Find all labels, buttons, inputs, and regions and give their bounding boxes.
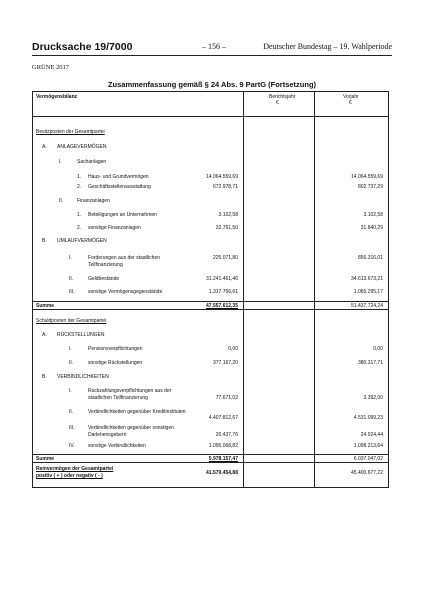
row-label: Geldbestände: [88, 276, 120, 282]
section-assets: Besitzposten der Gesamtpartei: [36, 129, 105, 135]
row-marker: B.: [42, 238, 47, 244]
row-label: Haus- und Grundvermögen: [88, 174, 149, 180]
row-label: Verbindlichkeiten gegenüber Kreditinstituten: [88, 409, 186, 415]
value-previous: 4.531.099,23: [353, 415, 383, 421]
party-label: GRÜNE 2017: [32, 64, 70, 71]
row-marker: II.: [69, 360, 74, 366]
net-assets-current: 41.579.454,88: [206, 470, 238, 476]
row-marker: 1.: [77, 174, 82, 180]
value-previous: 1.065.295,17: [353, 289, 383, 295]
summary-previous: 6.037.047,02: [353, 456, 383, 462]
publisher: Deutscher Bundestag – 19. Wahlperiode: [263, 42, 392, 51]
currency-current: €: [276, 100, 279, 106]
value-previous: 0,00: [373, 346, 383, 352]
page-header: [32, 41, 392, 55]
subgroup-label: Finanzanlagen: [77, 198, 110, 204]
row-marker: B.: [42, 374, 47, 380]
summary-label: Summe: [36, 303, 55, 309]
row-marker: 2.: [77, 184, 82, 190]
summary-previous: 51.437.724,24: [351, 303, 383, 309]
group-label: UMLAUFVERMÖGEN: [57, 238, 107, 244]
section-liabilities: Schuldposten der Gesamtpartei: [36, 318, 107, 324]
value-previous: 856.316,01: [357, 255, 383, 261]
group-label: RÜCKSTELLUNGEN: [57, 332, 105, 338]
table-title: Zusammenfassung gemäß § 24 Abs. 9 PartG (Fortsetzung): [107, 80, 317, 89]
value-previous: 3.392,00: [363, 395, 383, 401]
value-current: 20.437,76: [215, 432, 238, 438]
summary-current: 47.557.612,35: [206, 303, 238, 309]
header-rule: [32, 55, 392, 56]
document-number: Drucksache 19/7000: [32, 41, 133, 53]
value-previous: 34.613.673,21: [351, 276, 383, 282]
value-current: 31.241.461,46: [206, 276, 238, 282]
column-divider: [314, 92, 315, 487]
page-number: – 156 –: [202, 42, 226, 51]
net-assets-label: Reinvermögen der Gesamtpartei: [36, 466, 114, 472]
net-assets-previous: 45.400.677,22: [351, 470, 383, 476]
value-current: 4.407.812,67: [208, 415, 238, 421]
value-current: 1.095.068,82: [208, 443, 238, 449]
value-current: 32.761,50: [215, 225, 238, 231]
column-header-current: Berichtsjahr: [269, 94, 296, 100]
row-marker: IV.: [69, 443, 75, 449]
value-previous: 3.102,58: [363, 212, 383, 218]
value-current: 672.978,71: [212, 184, 238, 190]
row-marker: II.: [59, 198, 64, 204]
group-label: VERBINDLICHKEITEN: [57, 374, 109, 380]
value-previous: 31.840,29: [360, 225, 383, 231]
row-label: Verbindlichkeiten gegenüber sonstigen: [88, 425, 174, 431]
value-previous: 802.737,29: [357, 184, 383, 190]
summary-rule-top: [33, 301, 388, 302]
row-label: sonstige Vermögensgegenstände: [88, 289, 163, 295]
row-marker: I.: [69, 346, 72, 352]
row-marker: 2.: [77, 225, 82, 231]
row-marker: I.: [69, 388, 72, 394]
value-current: 3.102,58: [218, 212, 238, 218]
row-marker: III.: [69, 289, 75, 295]
row-label-cont: Darlehensgebern: [88, 432, 127, 438]
summary-rule-top: [33, 454, 388, 455]
row-label: Forderungen aus der staatlichen: [88, 255, 160, 261]
row-label: sonstige Verbindlichkeiten: [88, 443, 146, 449]
value-previous: 14.064.559,69: [351, 174, 383, 180]
row-label-cont: Teilfinanzierung: [88, 262, 123, 268]
row-marker: III.: [69, 425, 75, 431]
currency-previous: €: [349, 100, 352, 106]
value-current: 1.317.756,61: [208, 289, 238, 295]
row-marker: II.: [69, 276, 74, 282]
row-label: Beteiligungen an Unternehmen: [88, 212, 157, 218]
row-marker: I.: [59, 159, 62, 165]
row-label: sonstige Rückstellungen: [88, 360, 143, 366]
column-header-label: Vermögensbilanz: [36, 94, 78, 100]
value-current: 14.064.559,69: [206, 174, 238, 180]
net-assets-sign: positiv ( + ) oder negativ ( - ): [36, 473, 103, 479]
row-label: Rückzahlungsverpflichtungen aus der: [88, 388, 172, 394]
value-current: 0,00: [228, 346, 238, 352]
value-previous: 380.317,71: [357, 360, 383, 366]
row-marker: 1.: [77, 212, 82, 218]
row-label-cont: staatlichen Teilfinanzierung: [88, 395, 148, 401]
summary-rule-bottom: [33, 462, 388, 463]
row-label: sonstige Finanzanlagen: [88, 225, 141, 231]
row-label: Geschäftsstellenausstattung: [88, 184, 151, 190]
value-current: 225.071,80: [212, 255, 238, 261]
row-marker: II.: [69, 409, 74, 415]
header-row-rule: [33, 116, 388, 117]
column-divider: [243, 92, 244, 487]
balance-table: [32, 91, 389, 488]
row-label: Pensionsverpflichtungen: [88, 346, 143, 352]
summary-label: Summe: [36, 456, 55, 462]
value-current: 377.167,20: [212, 360, 238, 366]
value-current: 77.671,02: [215, 395, 238, 401]
group-label: ANLAGEVERMÖGEN: [57, 144, 107, 150]
row-marker: A.: [42, 332, 47, 338]
row-marker: A.: [42, 144, 47, 150]
column-header-previous: Vorjahr: [343, 94, 359, 100]
summary-rule-bottom: [33, 309, 388, 310]
value-previous: 1.098.213,64: [353, 443, 383, 449]
value-previous: 24.024,44: [360, 432, 383, 438]
row-marker: I.: [69, 255, 72, 261]
summary-current: 5.978.157,47: [208, 456, 238, 462]
subgroup-label: Sachanlagen: [77, 159, 107, 165]
